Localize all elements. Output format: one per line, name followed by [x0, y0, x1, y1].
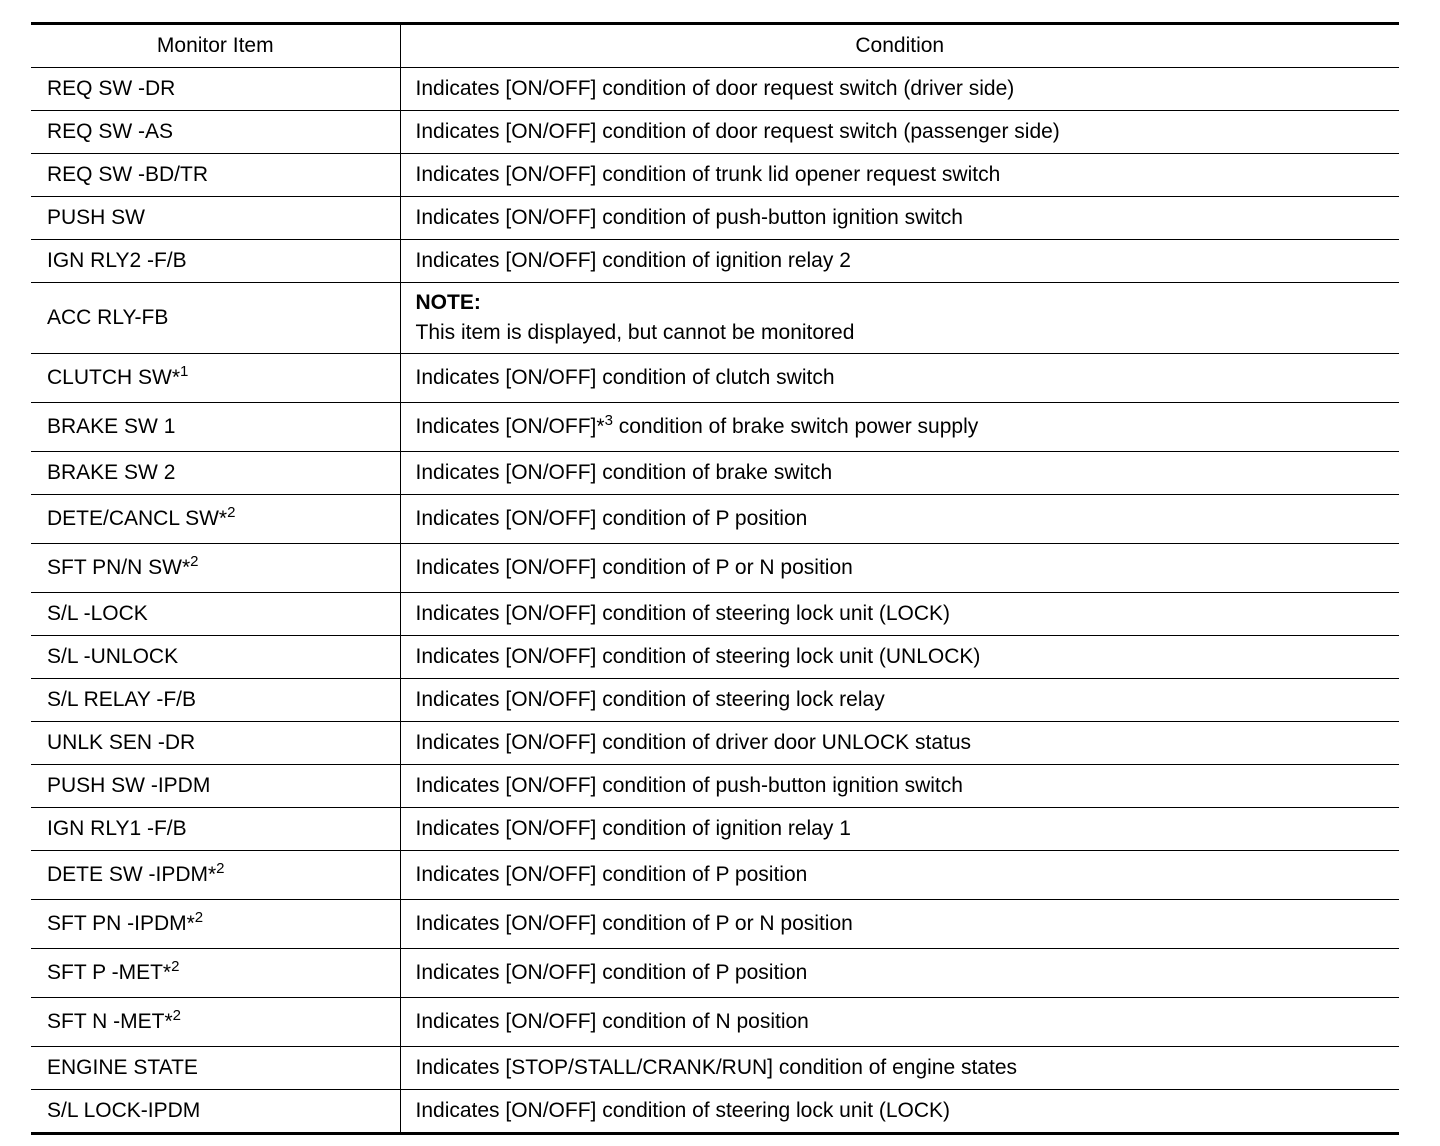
- condition-text: Indicates [ON/OFF] condition of brake switch: [415, 461, 833, 484]
- monitor-item-cell: [31, 495, 400, 544]
- condition-cell: [400, 283, 1399, 354]
- monitor-item-name: S/L -UNLOCK: [47, 645, 179, 668]
- table-row: [31, 354, 1399, 403]
- monitor-item-name: SFT P -MET*: [47, 961, 172, 984]
- condition-text: Indicates [ON/OFF] condition of push-button ignition switch: [415, 206, 963, 229]
- table-row: [31, 851, 1399, 900]
- monitor-item-name: SFT N -MET*: [47, 1010, 173, 1033]
- monitor-item-cell: [31, 403, 400, 452]
- monitor-item-name: BRAKE SW 2: [47, 461, 176, 484]
- monitor-item-cell: [31, 808, 400, 851]
- monitor-item-cell: [31, 283, 400, 354]
- footnote-marker: 2: [194, 909, 204, 926]
- monitor-item-name: S/L RELAY -F/B: [47, 688, 196, 711]
- footnote-marker: 2: [171, 958, 180, 975]
- table-row: [31, 283, 1399, 354]
- condition-cell: [400, 636, 1399, 679]
- condition-cell: [400, 544, 1399, 593]
- condition-text-prefix: Indicates [ON/OFF]*: [415, 415, 605, 438]
- header-monitor-item: Monitor Item: [31, 24, 400, 68]
- monitor-item-cell: [31, 900, 400, 949]
- condition-text: Indicates [ON/OFF] condition of steering lock unit (UNLOCK): [415, 645, 981, 668]
- table-row: [31, 998, 1399, 1047]
- monitor-item-name: PUSH SW -IPDM: [47, 774, 211, 797]
- condition-cell: [400, 68, 1399, 111]
- table-row: [31, 403, 1399, 452]
- monitor-item-cell: [31, 197, 400, 240]
- monitor-item-name: PUSH SW: [47, 206, 146, 229]
- condition-text: Indicates [ON/OFF] condition of door request switch (passenger side): [415, 120, 1060, 143]
- monitor-item-name: S/L LOCK-IPDM: [47, 1099, 201, 1122]
- monitor-item-cell: [31, 354, 400, 403]
- monitor-item-name: REQ SW -DR: [47, 77, 176, 100]
- table-row: [31, 1090, 1399, 1134]
- footnote-marker: 3: [604, 412, 613, 429]
- monitor-item-cell: [31, 998, 400, 1047]
- footnote-marker: 2: [216, 860, 225, 877]
- monitor-item-name: DETE SW -IPDM*: [47, 863, 217, 886]
- table-row: [31, 154, 1399, 197]
- table-row: [31, 636, 1399, 679]
- table-row: [31, 197, 1399, 240]
- monitor-item-cell: [31, 1090, 400, 1134]
- footnote-marker: 2: [227, 504, 236, 521]
- monitor-item-cell: [31, 636, 400, 679]
- condition-text: Indicates [ON/OFF] condition of P position: [415, 863, 808, 886]
- header-condition: Condition: [400, 24, 1399, 68]
- table-row: [31, 111, 1399, 154]
- table-row: [31, 808, 1399, 851]
- table-row: [31, 240, 1399, 283]
- monitor-item-name: DETE/CANCL SW*: [47, 507, 228, 530]
- monitor-item-name: S/L -LOCK: [47, 602, 148, 625]
- table-row: [31, 452, 1399, 495]
- monitor-item-name: IGN RLY2 -F/B: [47, 249, 187, 272]
- monitor-item-cell: [31, 679, 400, 722]
- monitor-item-cell: [31, 544, 400, 593]
- condition-text: Indicates [ON/OFF] condition of P position: [415, 961, 808, 984]
- condition-text: Indicates [ON/OFF] condition of trunk lid opener request switch: [415, 163, 1001, 186]
- condition-cell: [400, 403, 1399, 452]
- header-row: [31, 24, 1399, 68]
- condition-text: Indicates [ON/OFF] condition of ignition relay 1: [415, 817, 851, 840]
- condition-text: Indicates [ON/OFF] condition of steering lock unit (LOCK): [415, 1099, 951, 1122]
- condition-cell: [400, 851, 1399, 900]
- monitor-item-name: UNLK SEN -DR: [47, 731, 196, 754]
- condition-cell: [400, 154, 1399, 197]
- monitor-item-table: [31, 22, 1399, 1135]
- table-row: [31, 900, 1399, 949]
- monitor-item-cell: [31, 452, 400, 495]
- table-row: [31, 495, 1399, 544]
- condition-cell: [400, 722, 1399, 765]
- condition-cell: [400, 452, 1399, 495]
- condition-text: Indicates [ON/OFF] condition of door request switch (driver side): [415, 77, 1015, 100]
- monitor-item-name: REQ SW -BD/TR: [47, 163, 208, 186]
- condition-text: Indicates [ON/OFF] condition of clutch switch: [415, 366, 835, 389]
- footnote-marker: 1: [180, 363, 189, 380]
- monitor-item-cell: [31, 593, 400, 636]
- condition-cell: [400, 111, 1399, 154]
- monitor-item-cell: [31, 1047, 400, 1090]
- monitor-item-name: ENGINE STATE: [47, 1056, 198, 1079]
- monitor-item-cell: [31, 949, 400, 998]
- condition-cell: [400, 1047, 1399, 1090]
- condition-text: Indicates [STOP/STALL/CRANK/RUN] condition of engine states: [415, 1056, 1018, 1079]
- condition-text: Indicates [ON/OFF] condition of P or N position: [415, 556, 853, 579]
- table-row: [31, 679, 1399, 722]
- condition-cell: [400, 593, 1399, 636]
- footnote-marker: 2: [190, 553, 199, 570]
- note-label: NOTE:: [415, 291, 481, 314]
- monitor-item-name: SFT PN/N SW*: [47, 556, 191, 579]
- monitor-item-cell: [31, 111, 400, 154]
- condition-cell: [400, 679, 1399, 722]
- condition-text: Indicates [ON/OFF] condition of driver door UNLOCK status: [415, 731, 972, 754]
- monitor-item-name: SFT PN -IPDM*: [47, 912, 195, 935]
- condition-cell: [400, 765, 1399, 808]
- condition-text: condition of brake switch power supply: [612, 415, 979, 438]
- condition-text: Indicates [ON/OFF] condition of P or N position: [415, 912, 853, 935]
- condition-text: Indicates [ON/OFF] condition of N position: [415, 1010, 809, 1033]
- table-row: [31, 1047, 1399, 1090]
- footnote-marker: 2: [172, 1007, 181, 1024]
- monitor-item-name: CLUTCH SW*: [47, 366, 181, 389]
- monitor-item-cell: [31, 68, 400, 111]
- monitor-item-cell: [31, 765, 400, 808]
- condition-cell: [400, 240, 1399, 283]
- table-row: [31, 68, 1399, 111]
- monitor-item-cell: [31, 722, 400, 765]
- condition-text: Indicates [ON/OFF] condition of P position: [415, 507, 808, 530]
- condition-cell: [400, 197, 1399, 240]
- table-row: [31, 722, 1399, 765]
- monitor-item-cell: [31, 154, 400, 197]
- condition-text: This item is displayed, but cannot be monitored: [415, 321, 855, 344]
- condition-text: Indicates [ON/OFF] condition of ignition relay 2: [415, 249, 851, 272]
- table-row: [31, 765, 1399, 808]
- condition-cell: [400, 949, 1399, 998]
- condition-text: Indicates [ON/OFF] condition of push-button ignition switch: [415, 774, 963, 797]
- monitor-item-cell: [31, 851, 400, 900]
- monitor-item-name: REQ SW -AS: [47, 120, 174, 143]
- condition-cell: [400, 998, 1399, 1047]
- condition-cell: [400, 900, 1399, 949]
- condition-text: Indicates [ON/OFF] condition of steering lock relay: [415, 688, 885, 711]
- table-row: [31, 949, 1399, 998]
- table-row: [31, 544, 1399, 593]
- monitor-item-name: IGN RLY1 -F/B: [47, 817, 187, 840]
- monitor-item-name: BRAKE SW 1: [47, 415, 176, 438]
- condition-text: Indicates [ON/OFF] condition of steering lock unit (LOCK): [415, 602, 951, 625]
- condition-cell: [400, 808, 1399, 851]
- monitor-item-name: ACC RLY-FB: [47, 306, 169, 329]
- table-row: [31, 593, 1399, 636]
- condition-cell: [400, 495, 1399, 544]
- condition-cell: [400, 354, 1399, 403]
- condition-cell: [400, 1090, 1399, 1134]
- monitor-item-cell: [31, 240, 400, 283]
